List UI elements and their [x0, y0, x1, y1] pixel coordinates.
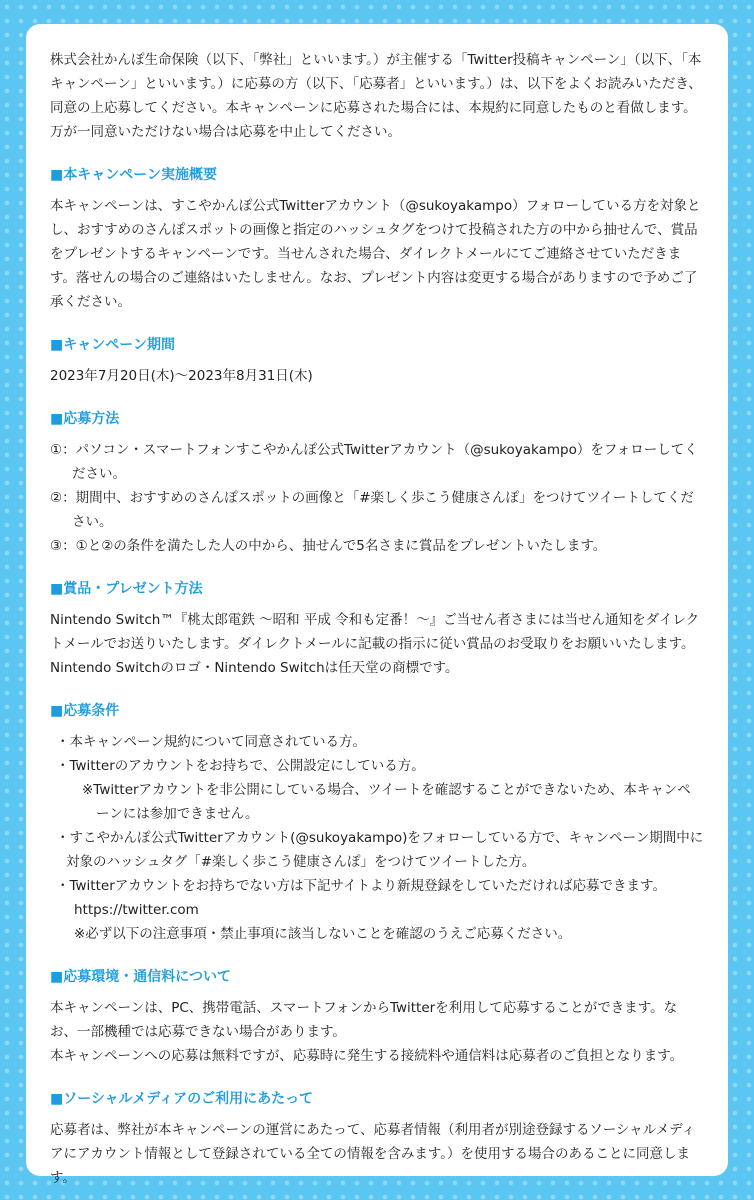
heading-square-icon: ■ [50, 1091, 64, 1107]
section-social [50, 1088, 704, 1190]
section-overview [50, 164, 704, 314]
terms-card [26, 24, 728, 1186]
heading-square-icon: ■ [50, 411, 64, 427]
environment-body-1: 本キャンペーンは、PC、携帯電話、スマートフォンからTwitterを利用して応募することができます。なお、一部機種では応募できない場合があります。 [50, 1000, 678, 1040]
section-heading [50, 966, 704, 988]
heading-square-icon: ■ [50, 969, 64, 985]
heading-square-icon: ■ [50, 167, 64, 183]
twitter-url: https://twitter.com [74, 902, 199, 918]
section-heading [50, 1088, 704, 1110]
method-step-3: ③：①と②の条件を満たした人の中から、抽せんで5名さまに賞品をプレゼントいたします。 [50, 538, 607, 554]
period-body: 2023年7月20日(木)〜2023年8月31日(木) [50, 368, 313, 384]
section-heading [50, 164, 704, 186]
social-body: 応募者は、弊社が本キャンペーンの運営にあたって、応募者情報（利用者が別途登録するソーシャルメディアにアカウント情報として登録されている全ての情報を含みます。）を使用する場合のあることに同意します。 [50, 1122, 696, 1186]
intro-text: 株式会社かんぽ生命保険（以下、「弊社」といいます。）が主催する「Twitter投稿キャンペーン」（以下、「本キャンペーン」といいます。）に応募の方（以下、「応募者」といいます。）は、以下をよくお読みいただき、同意の上応募してください。本キャンペーンに応募された場合には、本規約に同意したものと看做します。万が一同意いただけない場合は応募を中止してください。 [50, 52, 702, 140]
heading-title: ソーシャルメディアのご利用にあたって [63, 1091, 314, 1107]
prize-body: Nintendo Switch™『桃太郎電鉄 〜昭和 平成 令和も定番！〜』ご当せん者さまには当せん通知をダイレクトメールでお送りいたします。ダイレクトメールに記載の指示に従い賞品のお受取りをお願いいたします。 [50, 612, 700, 652]
section-period [50, 334, 704, 388]
heading-title: 応募方法 [63, 411, 120, 427]
section-environment [50, 966, 704, 1068]
prize-trademark: Nintendo Switchのロゴ・Nintendo Switchは任天堂の商標です。 [50, 660, 459, 676]
section-prize [50, 578, 704, 680]
section-heading [50, 408, 704, 430]
method-step-1: ①：パソコン・スマートフォンすこやかんぽ公式Twitterアカウント（@sukoyakampo）をフォローしてください。 [50, 442, 698, 482]
environment-body-2: 本キャンペーンへの応募は無料ですが、応募時に発生する接続料や通信料は応募者のご負担となります。 [50, 1048, 684, 1064]
condition-item-2: ・Twitterのアカウントをお持ちで、公開設定にしている方。 [56, 758, 425, 774]
heading-title: 本キャンペーン実施概要 [63, 167, 217, 183]
condition-note-private: ※Twitterアカウントを非公開にしている場合、ツイートを確認することができないため、本キャンペーンには参加できません。 [82, 782, 691, 822]
heading-title: 応募環境・通信料について [63, 969, 231, 985]
condition-note-check: ※必ず以下の注意事項・禁止事項に該当しないことを確認のうえご応募ください。 [74, 926, 572, 942]
condition-item-1: ・本キャンペーン規約について同意されている方。 [56, 734, 366, 750]
heading-title: 賞品・プレゼント方法 [63, 581, 203, 597]
heading-title: 応募条件 [63, 703, 120, 719]
method-step-2: ②：期間中、おすすめのさんぽスポットの画像と「#楽しく歩こう健康さんぽ」をつけてツイートしてください。 [50, 490, 694, 530]
heading-title: キャンペーン期間 [63, 337, 175, 353]
section-conditions [50, 700, 704, 946]
heading-square-icon: ■ [50, 703, 64, 719]
condition-item-3: ・すこやかんぽ公式Twitterアカウント(@sukoyakampo)をフォローしている方で、キャンペーン期間中に対象のハッシュタグ「#楽しく歩こう健康さんぽ」をつけてツイートした方。 [56, 830, 704, 870]
overview-body: 本キャンペーンは、すこやかんぽ公式Twitterアカウント（@sukoyakampo）フォローしている方を対象とし、おすすめのさんぽスポットの画像と指定のハッシュタグをつけて投稿された方の中から抽せんで、賞品をプレゼントするキャンペーンです。当せんされた場合、ダイレクトメールにてご連絡させていただきます。落せんの場合のご連絡はいたしません。なお、プレゼント内容は変更する場合がありますので予めご了承ください。 [50, 198, 701, 310]
section-heading [50, 700, 704, 722]
condition-item-4: ・Twitterアカウントをお持ちでない方は下記サイトより新規登録をしていただければ応募できます。 [56, 878, 666, 894]
section-heading [50, 334, 704, 356]
section-method [50, 408, 704, 558]
heading-square-icon: ■ [50, 337, 64, 353]
heading-square-icon: ■ [50, 581, 64, 597]
section-heading [50, 578, 704, 600]
